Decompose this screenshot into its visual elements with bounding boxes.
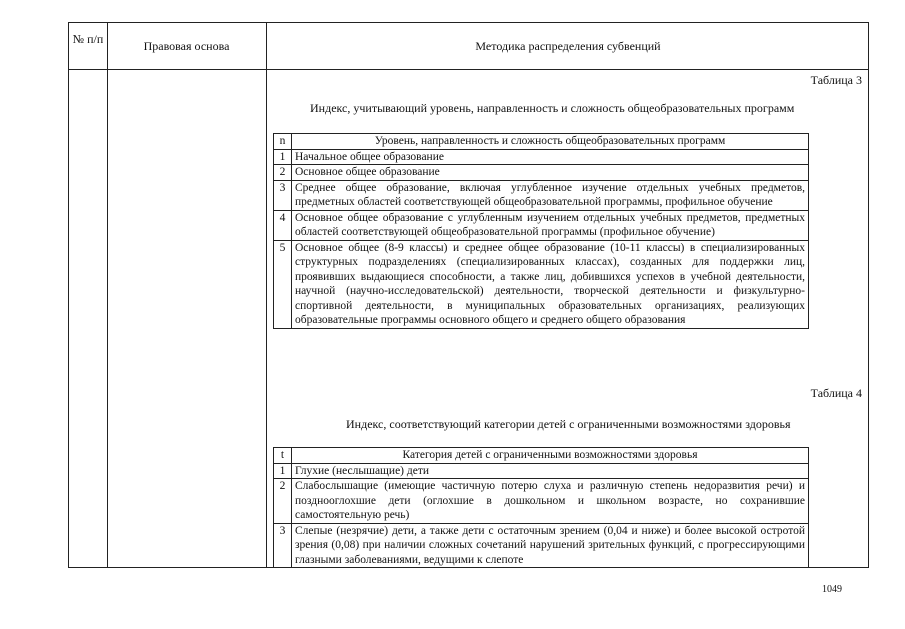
table3-col-n: n — [274, 134, 292, 150]
row-text: Основное общее образование с углубленным изучением отдельных учебных предметов, предметных областей соответствующей общеобразовательной программы (профильное обучение) — [292, 210, 809, 240]
row-number: 2 — [274, 165, 292, 181]
column-divider-1 — [107, 23, 108, 567]
table3 — [273, 133, 809, 329]
table-row — [274, 149, 809, 165]
header-legal-basis: Правовая основа — [143, 39, 230, 53]
row-text: Основное общее образование — [292, 165, 809, 181]
row-number: 1 — [274, 149, 292, 165]
table-row — [274, 180, 809, 210]
table3-title: Индекс, учитывающий уровень, направленность и сложность общеобразовательных программ — [310, 101, 795, 115]
table4-label: Таблица 4 — [810, 386, 862, 400]
main-table — [68, 22, 869, 568]
row-number: 3 — [274, 180, 292, 210]
table4-title: Индекс, соответствующий категории детей с ограниченными возможностями здоровья — [346, 417, 791, 431]
row-text: Начальное общее образование — [292, 149, 809, 165]
column-divider-2 — [266, 23, 267, 567]
table-row — [274, 165, 809, 181]
row-text: Глухие (неслышащие) дети — [292, 463, 809, 479]
table3-col-text: Уровень, направленность и сложность общеобразовательных программ — [292, 134, 809, 150]
table-row — [274, 240, 809, 328]
header-divider — [69, 69, 868, 70]
table3-label: Таблица 3 — [810, 73, 862, 87]
table-row — [274, 463, 809, 479]
table-row — [274, 523, 809, 568]
table4 — [273, 447, 809, 568]
row-number: 1 — [274, 463, 292, 479]
page-number: 1049 — [822, 584, 842, 595]
row-number: 5 — [274, 240, 292, 328]
row-text: Слабослышащие (имеющие частичную потерю слуха и различную степень недоразвития речи) и позднооглохшие дети (оглохшие в дошкольном и школьном возрасте, но сохранившие самостоятельную речь) — [292, 479, 809, 524]
row-text: Среднее общее образование, включая углубленное изучение отдельных учебных предметов, предметных областей соответствующей общеобразовательной программы, профильное обучение — [292, 180, 809, 210]
row-text: Основное общее (8-9 классы) и среднее общее образование (10-11 классы) в специализированных структурных подразделениях (специализированных классах), созданных для поддержки лиц, проявивших выдающиеся способности, а также лиц, добившихся успехов в учебной деятельности, научной (научно-исследовательской) деятельности, творческой деятельности и физкультурно-спортивной деятельности, в муниципальных образовательных организациях, реализующих образовательные программы основного общего и среднего общего образования — [292, 240, 809, 328]
row-number: 3 — [274, 523, 292, 568]
table4-col-text: Категория детей с ограниченными возможностями здоровья — [292, 448, 809, 464]
table-row — [274, 479, 809, 524]
header-methodology: Методика распределения субвенций — [475, 39, 661, 53]
row-number: 2 — [274, 479, 292, 524]
header-number-col — [69, 32, 107, 46]
table4-header-row — [274, 448, 809, 464]
table-row — [274, 210, 809, 240]
row-text: Слепые (незрячие) дети, а также дети с остаточным зрением (0,04 и ниже) и более высокой остротой зрения (0,08) при наличии сложных сочетаний нарушений зрительных функций, с прогрессирующими глазными заболеваниями, ведущими к слепоте — [292, 523, 809, 568]
table4-col-t: t — [274, 448, 292, 464]
table3-header-row — [274, 134, 809, 150]
header-number-label: № п/п — [72, 32, 104, 46]
row-number: 4 — [274, 210, 292, 240]
